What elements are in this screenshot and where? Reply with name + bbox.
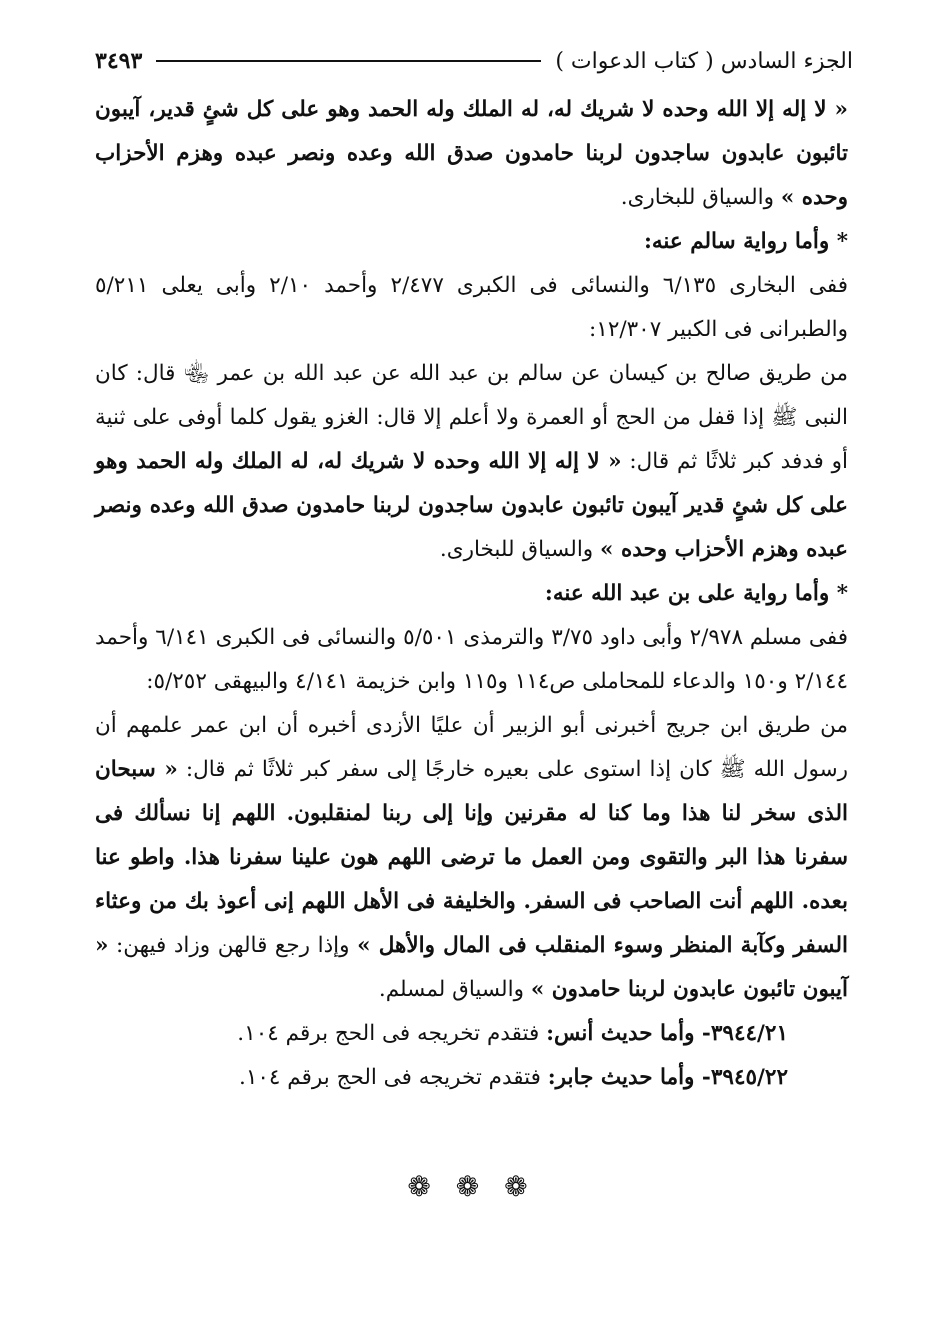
entry-number: ٣٩٤٥/٢٢- وأما حديث جابر: — [547, 1065, 788, 1090]
hadith-text: « سبحان الذى سخر لنا هذا وما كنا له مقرنين وإنا إلى ربنا لمنقلبون. اللهم إنا نسألك فى سفرنا هذا البر والتقوى ومن العمل ما ترضى اللهم هون علينا سفرنا هذا. واطو عنا بعده. اللهم أنت الصاحب فى السفر. والخليفة فى الأهل اللهم إنى أعوذ بك من وعثاء السفر وكآبة المنظر وسوء المنقلب فى المال والأهل » — [95, 757, 848, 958]
references-text: ففى البخارى ٦/١٣٥ والنسائى فى الكبرى ٢/٤٧٧ وأحمد ٢/١٠ وأبى يعلى ٥/٢١١ والطبرانى فى الكبير ١٢/٣٠٧: — [95, 273, 848, 342]
paragraph-references-1 — [95, 264, 848, 352]
paragraph-chain-2 — [95, 704, 848, 1012]
note-text: والسياق لمسلم. — [378, 977, 531, 1002]
paragraph-1 — [95, 88, 848, 220]
note-text: والسياق للبخارى. — [439, 537, 601, 562]
entry-3944 — [95, 1012, 848, 1056]
running-title: الجزء السادس ( كتاب الدعوات ) — [555, 48, 853, 74]
ornament-stars: ❁ ❁ ❁ — [407, 1170, 536, 1203]
page-number: ٣٤٩٣ — [95, 48, 143, 74]
page-body — [95, 88, 848, 1100]
page-header — [95, 44, 853, 78]
section-heading: * وأما رواية على بن عبد الله عنه: — [544, 581, 848, 606]
note-text: والسياق للبخارى. — [620, 185, 781, 210]
chain-text: من طريق ابن جريج أخبرنى أبو الزبير أن عليًا الأزدى أخبره أن ابن عمر علمهم أن رسول الله ﷺ كان إذا استوى على بعيره خارجًا إلى سفر كبر ثلاثًا ثم قال: — [95, 713, 848, 782]
section-heading: * وأما رواية سالم عنه: — [643, 229, 848, 254]
entry-text: فتقدم تخريجه فى الحج برقم ١٠٤. — [238, 1065, 548, 1090]
hadith-text: « لا إله إلا الله وحده لا شريك له، له الملك وله الحمد وهو على كل شئٍ قدير آيبون تائبون عابدون ساجدون لربنا حامدون صدق الله وعده ونصر عبده وهزم الأحزاب وحده » — [95, 449, 848, 562]
paragraph-chain-1 — [95, 352, 848, 572]
hadith-text: « آيبون تائبون عابدون لربنا حامدون » — [95, 933, 848, 1002]
entry-3945 — [95, 1056, 848, 1100]
references-text: ففى مسلم ٢/٩٧٨ وأبى داود ٣/٧٥ والترمذى ٥/٥٠١ والنسائى فى الكبرى ٦/١٤١ وأحمد ٢/١٤٤ و١٥٠ والدعاء للمحاملى ص١١٤ و١١٥ وابن خزيمة ٤/١٤١ والبيهقى ٥/٢٥٢: — [95, 625, 848, 694]
hadith-text: « لا إله إلا الله وحده لا شريك له، له الملك وله الحمد وهو على كل شئٍ قدير، آيبون تائبون عابدون ساجدون لربنا حامدون صدق الله وعده ونصر عبده وهزم الأحزاب وحده » — [95, 97, 848, 210]
section-heading-ali — [95, 572, 848, 616]
note-text: وإذا رجع قالهن وزاد فيهن: — [108, 933, 358, 958]
entry-number: ٣٩٤٤/٢١- وأما حديث أنس: — [546, 1021, 788, 1046]
paragraph-references-2 — [95, 616, 848, 704]
section-heading-salem — [95, 220, 848, 264]
header-rule — [156, 60, 541, 62]
entry-text: فتقدم تخريجه فى الحج برقم ١٠٤. — [237, 1021, 547, 1046]
chain-text: من طريق صالح بن كيسان عن سالم بن عبد الله عن عبد الله بن عمر ﵄ قال: كان النبى ﷺ إذا قفل من الحج أو العمرة ولا أعلم إلا قال: الغزو يقول كلما أوفى على ثنية أو فدفد كبر ثلاثًا ثم قال: — [95, 361, 848, 474]
